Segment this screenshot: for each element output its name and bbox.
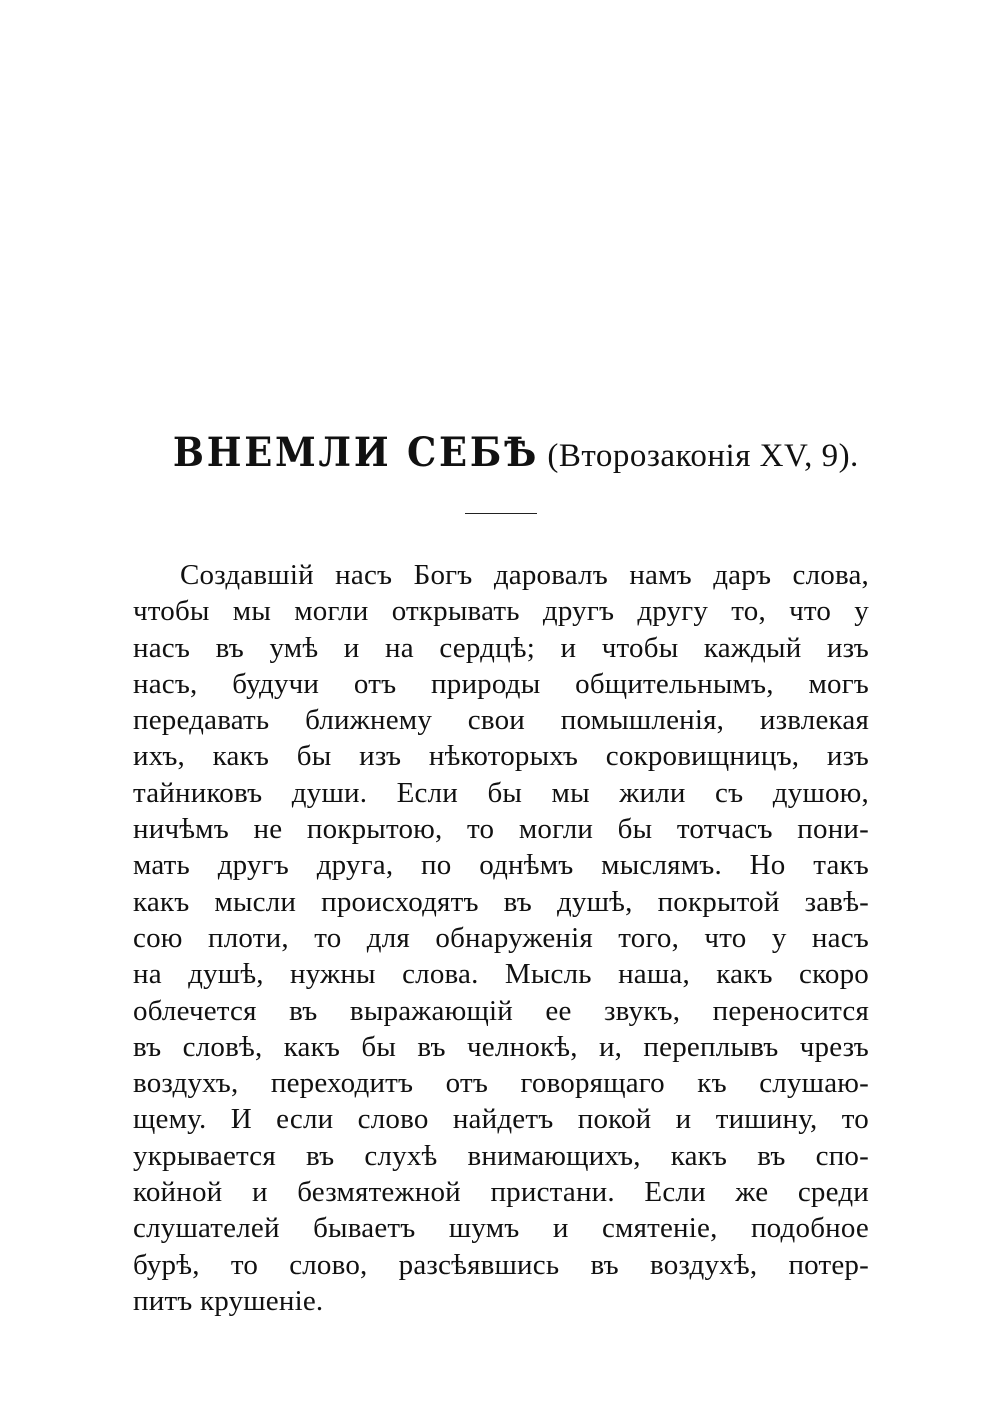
text-line: насъ, будучи отъ природы общительнымъ, могъ [133,667,869,700]
text-line: какъ мысли происходятъ въ душѣ, покрытой завѣ- [133,885,869,918]
text-line: сою плоти, то для обнаруженія того, что у насъ [133,921,869,954]
text-line: укрывается въ слухѣ внимающихъ, какъ въ спо- [133,1139,869,1172]
text-line: въ словѣ, какъ бы въ челнокѣ, и, переплывъ чрезъ [133,1030,869,1063]
text-line: ничѣмъ не покрытою, то могли бы тотчасъ пони- [133,813,869,846]
text-line: питъ крушеніе. [133,1284,324,1317]
text-line: Создавшій насъ Богъ даровалъ намъ даръ слова, [180,559,869,591]
text-line: мать другъ друга, по однѣмъ мыслямъ. Но такъ [133,849,869,882]
text-line: бурѣ, то слово, разсѣявшись въ воздухѣ, потер- [133,1248,869,1281]
text-line: на душѣ, нужны слова. Мысль наша, какъ скоро [133,958,869,991]
text-line: слушателей бываетъ шумъ и смятеніе, подобное [133,1212,869,1245]
text-line: насъ въ умѣ и на сердцѣ; и чтобы каждый изъ [133,631,869,664]
text-line: облечется въ выражающій ее звукъ, переносится [133,994,869,1027]
text-line: тайниковъ души. Если бы мы жили съ душою, [133,776,869,809]
text-line: щему. И если слово найдетъ покой и тишину, то [133,1103,869,1136]
heading-title: ВНЕМЛИ СЕБѢ [173,429,540,476]
chapter-heading [130,425,870,489]
heading-scripture-reference: (Второзаконія XV, 9). [547,438,859,474]
text-line: передавать ближнему свои помышленія, извлекая [133,704,869,737]
heading-divider [465,513,537,514]
body-paragraph [133,557,869,1319]
text-line: койной и безмятежной пристани. Если же среди [133,1176,869,1209]
text-line: ихъ, какъ бы изъ нѣкоторыхъ сокровищницъ, изъ [133,740,869,773]
text-line: чтобы мы могли открывать другъ другу то, что у [133,595,869,628]
text-line: воздухъ, переходитъ отъ говорящаго къ слушаю- [133,1067,869,1100]
